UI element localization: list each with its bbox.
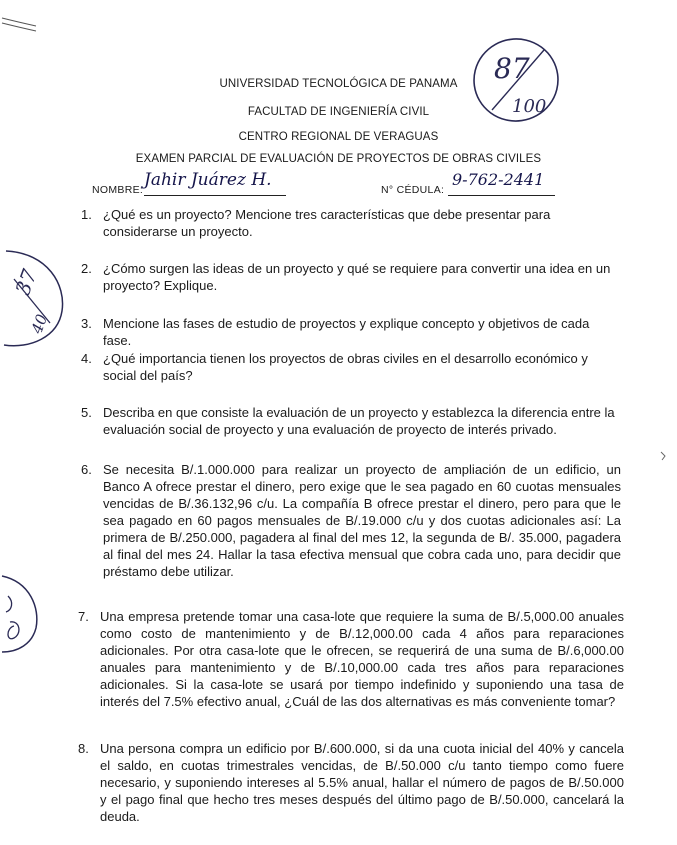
question-5 xyxy=(81,404,621,438)
question-text: Describa en que consiste la evaluación de un proyecto y establezca la diferencia entre la evaluación social de proyecto y una evaluación de proyecto de interés privado. xyxy=(103,405,615,437)
question-number: 8. xyxy=(78,741,89,756)
grade-total-top: 100 xyxy=(512,96,547,117)
question-text: Se necesita B/.1.000.000 para realizar un proyecto de ampliación de un edificio, un Banco A ofrece prestar el dinero, pero exige que le sea pagado en 60 cuotas mensuales vencidas de B/.36.132,96 c/u. La compañía B ofrece prestar el dinero, pero para que le sea pagado en 60 pagos mensuales de B/.19.000 c/u y dos cuotas adicionales así: La primera de B/.250.000, pagadera al final del mes 12, la segunda de B/. 35.000, pagadera al final del mes 24. Hallar la tasa efectiva mensual que cobra cada uno, para decidir que préstamo debe utilizar. xyxy=(103,462,621,579)
faculty-title: FACULTAD DE INGENIERÍA CIVIL xyxy=(247,106,430,118)
question-text: Una empresa pretende tomar una casa-lote que requiere la suma de B/.5,000.00 anuales como costo de mantenimiento y de B/.12,000.00 cada 4 años para reparaciones adicionales. Por otra casa-lote que le ofrecen, se requerirá de una suma de B/.6,000.00 anuales para mantenimiento y de B/.10,000.00 cada tres años para reparaciones adicionales. Si la casa-lote se usará por tiempo indefinido y suponiendo una tasa de interés del 7.5% efectivo anual, ¿Cuál de las dos alternativas es más conveniente tomar? xyxy=(100,609,624,709)
university-title: UNIVERSIDAD TECNOLÓGICA DE PANAMA xyxy=(219,78,458,90)
question-6 xyxy=(81,461,621,580)
id-label: N° CÉDULA: xyxy=(381,184,445,196)
question-7 xyxy=(78,608,624,710)
question-number: 5. xyxy=(81,405,92,420)
question-number: 2. xyxy=(81,261,92,276)
grade-circle-top xyxy=(468,30,564,126)
grade-circle-left xyxy=(0,245,70,353)
question-number: 1. xyxy=(81,207,92,222)
name-underline xyxy=(144,195,286,196)
grade-total-left: 40 xyxy=(27,311,52,336)
question-number: 6. xyxy=(81,462,92,477)
question-text: ¿Qué importancia tienen los proyectos de obras civiles en el desarrollo económico y social del país? xyxy=(103,351,588,383)
partial-grade-mark xyxy=(0,572,44,656)
id-underline xyxy=(448,195,555,196)
question-4 xyxy=(81,350,621,384)
name-label: NOMBRE: xyxy=(92,184,144,196)
regional-center-title: CENTRO REGIONAL DE VERAGUAS xyxy=(238,131,439,143)
student-id-handwritten: 9-762-2441 xyxy=(452,170,545,189)
question-number: 4. xyxy=(81,351,92,366)
margin-dot-mark xyxy=(659,450,669,462)
question-text: Una persona compra un edificio por B/.600.000, si da una cuota inicial del 40% y cancela el saldo, en cuotas trimestrales vencidas, de B/.50.000 c/u tanto tiempo como fuere necesario, y suponiendo intereses al 5.5% anual, hallar el número de pagos de B/.50.000 y el pago final que hecho tres meses después del último pago de B/.50.000, cancelará la deuda. xyxy=(100,741,624,824)
exam-title: EXAMEN PARCIAL DE EVALUACIÓN DE PROYECTOS DE OBRAS CIVILES xyxy=(135,153,542,165)
question-8 xyxy=(78,740,624,825)
student-name-handwritten: Jahir Juárez H. xyxy=(144,170,272,190)
grade-score-left: 37 xyxy=(10,266,42,299)
question-number: 7. xyxy=(78,609,89,624)
question-text: ¿Cómo surgen las ideas de un proyecto y qué se requiere para convertir una idea en un proyecto? Explique. xyxy=(103,261,611,293)
grade-score-top: 87 xyxy=(494,52,530,85)
question-text: ¿Qué es un proyecto? Mencione tres características que debe presentar para considerarse un proyecto. xyxy=(103,207,551,239)
question-text: Mencione las fases de estudio de proyectos y explique concepto y objetivos de cada fase. xyxy=(103,316,590,348)
question-1 xyxy=(81,206,621,240)
pen-scribble-mark xyxy=(0,10,40,40)
question-3 xyxy=(81,315,621,349)
question-2 xyxy=(81,260,621,294)
question-number: 3. xyxy=(81,316,92,331)
